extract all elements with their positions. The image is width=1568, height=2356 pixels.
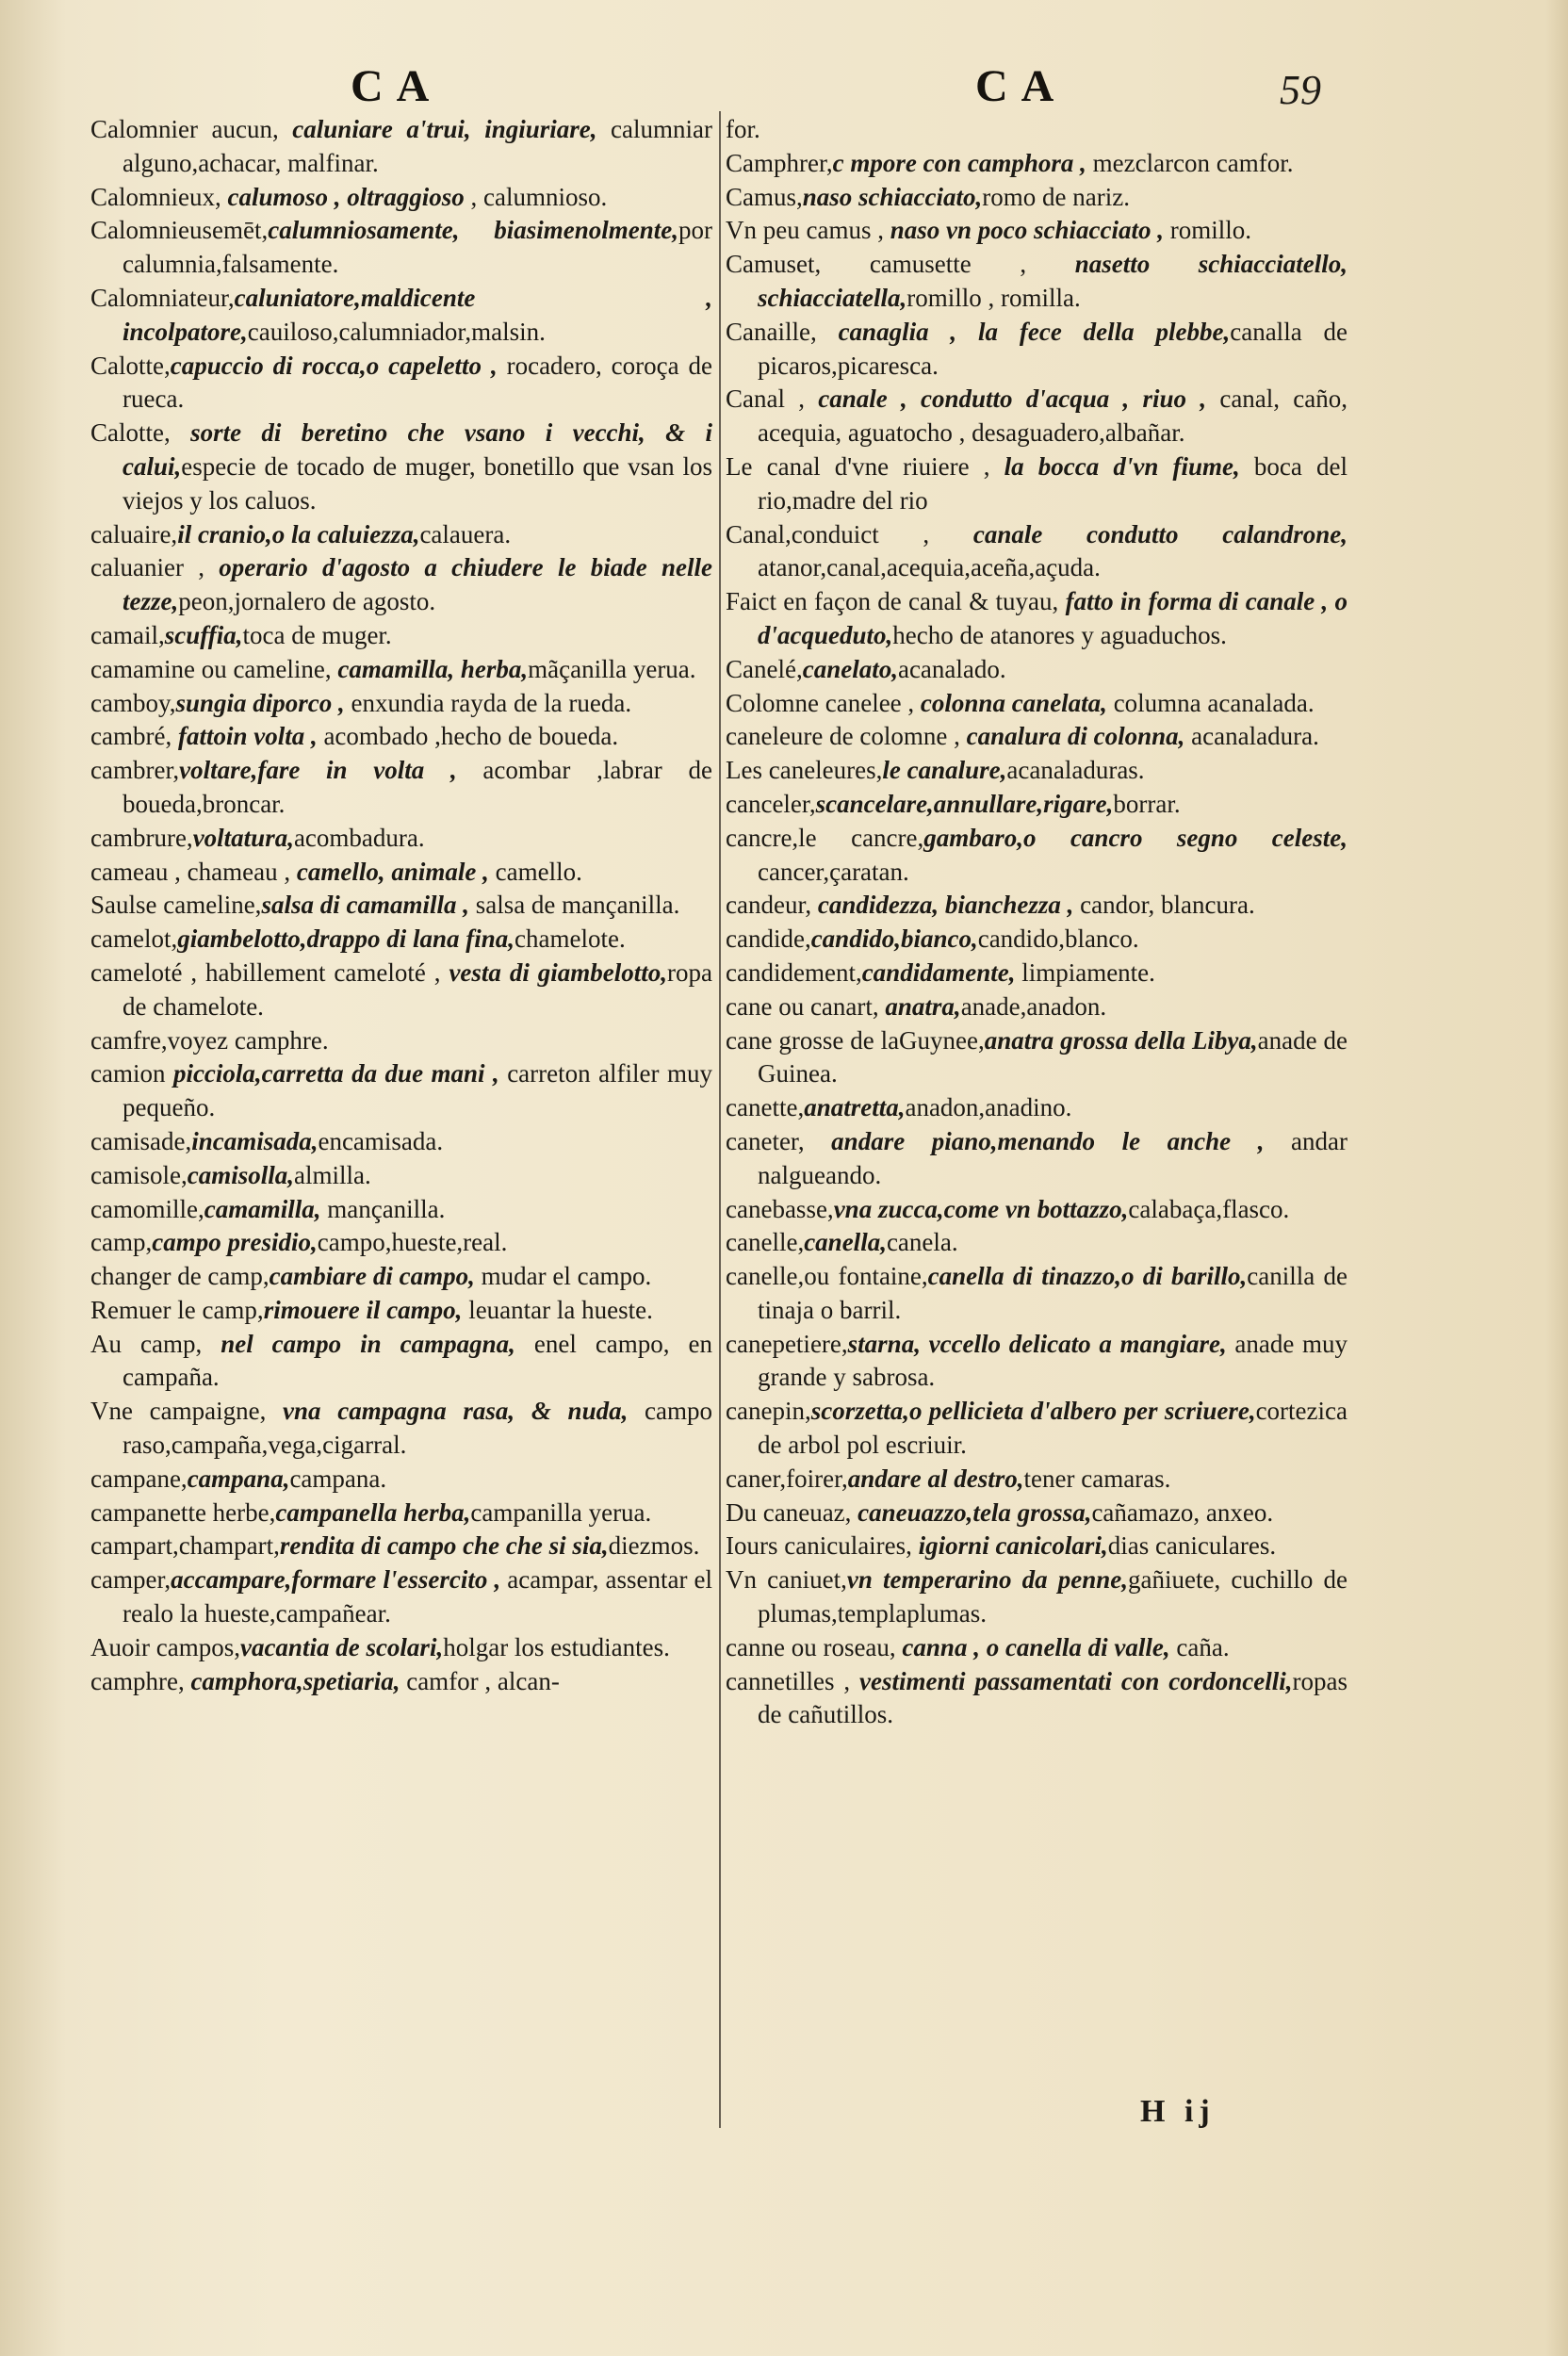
spanish-gloss: acombar ,labrar de boueda,broncar. xyxy=(122,756,712,818)
dictionary-entry xyxy=(726,1091,1348,1125)
running-head-right: CA xyxy=(975,61,1068,111)
dictionary-entry xyxy=(726,450,1348,518)
spanish-gloss: campo raso,campaña,vega,cigarral. xyxy=(122,1397,712,1460)
french-headword: Vne campaigne, xyxy=(90,1397,284,1426)
dictionary-entry xyxy=(90,518,712,552)
french-headword: Au camp, xyxy=(90,1329,221,1358)
spanish-gloss: ropa de chamelote. xyxy=(122,957,712,1021)
dictionary-entry xyxy=(726,113,1348,147)
italian-gloss: vna zucca,come vn bottazzo, xyxy=(833,1194,1129,1223)
spanish-gloss: calauera. xyxy=(419,519,512,548)
dictionary-entry xyxy=(90,687,712,721)
italian-gloss: canale , condutto d'acqua , riuo , xyxy=(818,384,1207,414)
italian-gloss: c mpore con camphora , xyxy=(832,148,1086,177)
spanish-gloss: anade,anadon. xyxy=(960,991,1107,1021)
spanish-gloss: caña. xyxy=(1169,1632,1230,1661)
french-headword: canelle, xyxy=(726,1228,805,1257)
dictionary-entry xyxy=(726,1260,1348,1328)
french-headword: changer de camp, xyxy=(90,1262,270,1291)
dictionary-entry xyxy=(726,181,1348,215)
spanish-gloss: calabaça,flasco. xyxy=(1128,1194,1290,1223)
italian-gloss: sungia diporco , xyxy=(175,688,345,717)
french-headword: Calotte, xyxy=(90,351,171,380)
french-headword: camp, xyxy=(90,1228,153,1257)
italian-gloss: camphora,spetiaria, xyxy=(190,1666,400,1695)
italian-gloss: capuccio di rocca,o capeletto , xyxy=(170,351,498,380)
dictionary-entry xyxy=(90,214,712,282)
dictionary-entry xyxy=(726,923,1348,957)
spanish-gloss: mudar el campo. xyxy=(474,1262,652,1291)
dictionary-entry xyxy=(726,1328,1348,1396)
running-head-left: CA xyxy=(351,61,443,111)
dictionary-entry xyxy=(90,619,712,653)
french-headword: camfre,voyez camphre. xyxy=(90,1025,329,1055)
italian-gloss: naso vn poco schiacciato , xyxy=(890,216,1164,245)
italian-gloss: operario d'agosto a chiudere le biade nelle tezze, xyxy=(122,553,712,616)
spanish-gloss: acanaladura. xyxy=(1184,722,1319,751)
french-headword: Canelé, xyxy=(726,654,803,683)
dictionary-entry xyxy=(726,1395,1348,1463)
french-headword: Calomnieusemēt, xyxy=(90,216,269,245)
spanish-gloss: romo de nariz. xyxy=(982,182,1130,211)
dictionary-entry xyxy=(726,1530,1348,1563)
spanish-gloss: peon,jornalero de agosto. xyxy=(178,587,436,616)
dictionary-entry xyxy=(90,1463,712,1497)
spanish-gloss: campanilla yerua. xyxy=(470,1497,652,1527)
dictionary-entry xyxy=(726,889,1348,923)
spanish-gloss: rocadero, coroça de rueca. xyxy=(122,351,712,414)
spanish-gloss: leuantar la hueste. xyxy=(462,1295,653,1324)
dictionary-entry xyxy=(726,214,1348,248)
french-headword: camelot, xyxy=(90,924,178,954)
dictionary-entry xyxy=(90,181,712,215)
french-headword: camphre, xyxy=(90,1666,191,1695)
french-headword: Remuer le camp, xyxy=(90,1295,264,1324)
italian-gloss: scuffia, xyxy=(164,620,243,649)
french-headword: cancre,le cancre, xyxy=(726,823,924,852)
dictionary-entry xyxy=(90,1294,712,1328)
right-column xyxy=(726,113,1348,1732)
spanish-gloss: columna acanalada. xyxy=(1106,688,1315,717)
spanish-gloss: hecho de atanores y aguaduchos. xyxy=(892,620,1227,649)
spanish-gloss: enel campo, en campaña. xyxy=(122,1329,712,1392)
spanish-gloss: acombado ,hecho de boueda. xyxy=(317,722,619,751)
dictionary-entry xyxy=(726,1631,1348,1665)
italian-gloss: vna campagna rasa, & nuda, xyxy=(283,1397,629,1426)
french-headword: cambrer, xyxy=(90,756,180,785)
spanish-gloss: cortezica de arbol pol escriuir. xyxy=(758,1397,1348,1460)
french-headword: caneleure de colomne , xyxy=(726,722,967,751)
french-headword: Calotte, xyxy=(90,418,191,448)
italian-gloss: incamisada, xyxy=(191,1126,318,1155)
french-headword: Colomne canelee , xyxy=(726,688,921,717)
italian-gloss: picciola,carretta da due mani , xyxy=(172,1059,499,1088)
french-headword: camisole, xyxy=(90,1160,188,1189)
french-headword: caneter, xyxy=(726,1126,832,1155)
french-headword: canelle,ou fontaine, xyxy=(726,1262,928,1291)
french-headword: canebasse, xyxy=(726,1194,834,1223)
spanish-gloss: borrar. xyxy=(1113,789,1181,818)
italian-gloss: candidezza, bianchezza , xyxy=(817,891,1074,920)
french-headword: Saulse cameline, xyxy=(90,891,262,920)
french-headword: candide, xyxy=(726,924,811,954)
italian-gloss: vn temperarino da penne, xyxy=(846,1565,1129,1595)
italian-gloss: camisolla, xyxy=(187,1160,294,1189)
french-headword: Auoir campos, xyxy=(90,1632,240,1661)
french-headword: canette, xyxy=(726,1093,805,1122)
french-headword: cannetilles , xyxy=(726,1666,860,1695)
french-headword: cambré, xyxy=(90,722,178,751)
italian-gloss: fattoin volta , xyxy=(177,722,318,751)
french-headword: Canal , xyxy=(726,384,819,414)
italian-gloss: anatretta, xyxy=(804,1093,906,1122)
spanish-gloss: diezmos. xyxy=(608,1531,700,1561)
dictionary-entry xyxy=(90,1159,712,1193)
italian-gloss: caluniatore,maldicente , incolpatore, xyxy=(122,283,712,346)
italian-gloss: sorte di beretino che vsano i vecchi, & i calui, xyxy=(122,418,712,481)
spanish-gloss: canilla de tinaja o barril. xyxy=(758,1262,1348,1324)
dictionary-entry xyxy=(90,1395,712,1463)
italian-gloss: salsa di camamilla , xyxy=(261,891,469,920)
spanish-gloss: holgar los estudiantes. xyxy=(443,1632,670,1661)
italian-gloss: voltatura, xyxy=(192,823,294,852)
italian-gloss: camello, animale , xyxy=(296,857,489,886)
spanish-gloss: limpiamente. xyxy=(1015,957,1155,987)
italian-gloss: colonna canelata, xyxy=(920,688,1107,717)
spanish-gloss: , calumnioso. xyxy=(464,182,608,211)
dictionary-entry xyxy=(90,1193,712,1227)
italian-gloss: nel campo in campagna, xyxy=(220,1329,515,1358)
dictionary-entry xyxy=(90,822,712,856)
spanish-gloss: candido,blanco. xyxy=(977,924,1139,954)
dictionary-entry xyxy=(90,350,712,417)
italian-gloss: canella di tinazzo,o di barillo, xyxy=(927,1262,1248,1291)
spanish-gloss: campo,hueste,real. xyxy=(317,1228,508,1257)
french-headword: Calomnier aucun, xyxy=(90,115,293,143)
french-headword: caner,foirer, xyxy=(726,1464,848,1493)
spanish-gloss: mançanilla. xyxy=(320,1194,446,1223)
italian-gloss: andare al destro, xyxy=(847,1464,1024,1493)
dictionary-entry xyxy=(726,653,1348,687)
dictionary-entry xyxy=(726,1226,1348,1260)
french-headword: camboy, xyxy=(90,688,176,717)
spanish-gloss: especie de tocado de muger, bonetillo que vsan los viejos y los caluos. xyxy=(122,451,712,515)
french-headword: caluaire, xyxy=(90,519,178,548)
spanish-gloss: canal, caño, acequia, aguatocho , desaguadero,albañar. xyxy=(758,384,1348,448)
italian-gloss: canella, xyxy=(804,1228,887,1257)
italian-gloss: vestimenti passamentati con cordoncelli, xyxy=(859,1666,1293,1695)
french-headword: Iours caniculaires, xyxy=(726,1531,919,1561)
french-headword: Calomniateur, xyxy=(90,283,235,312)
french-headword: candeur, xyxy=(726,891,818,920)
italian-gloss: giambelotto,drappo di lana fina, xyxy=(177,924,514,954)
spanish-gloss: toca de muger. xyxy=(242,620,392,649)
italian-gloss: caluniare a'trui, ingiuriare, xyxy=(292,115,597,143)
french-headword: camomille, xyxy=(90,1194,204,1223)
dictionary-entry xyxy=(726,383,1348,450)
spanish-gloss: encamisada. xyxy=(318,1126,444,1155)
italian-gloss: le canalure, xyxy=(882,756,1007,785)
spanish-gloss: mãçanilla yerua. xyxy=(528,654,696,683)
french-headword: cane grosse de laGuynee, xyxy=(726,1025,985,1055)
italian-gloss: starna, vccello delicato a mangiare, xyxy=(847,1329,1227,1358)
spanish-gloss: canela. xyxy=(886,1228,958,1257)
italian-gloss: camamilla, xyxy=(204,1194,321,1223)
spanish-gloss: camello. xyxy=(488,857,582,886)
spanish-gloss: boca del rio,madre del rio xyxy=(758,451,1348,515)
french-headword: Le canal d'vne riuiere , xyxy=(726,451,1004,481)
dictionary-entry xyxy=(90,1631,712,1665)
spanish-gloss: acampar, assentar el realo la hueste,campañear. xyxy=(122,1565,712,1628)
italian-gloss: scorzetta,o pellicieta d'albero per scriuere, xyxy=(810,1397,1256,1426)
french-headword: camail, xyxy=(90,620,165,649)
italian-gloss: rendita di campo che che si sia, xyxy=(279,1531,609,1561)
spanish-gloss: gañiuete, cuchillo de plumas,templaplumas. xyxy=(758,1565,1348,1628)
french-headword: camion xyxy=(90,1059,173,1088)
spanish-gloss: chamelote. xyxy=(514,924,626,954)
french-headword: Du caneuaz, xyxy=(726,1497,858,1527)
french-headword: canceler, xyxy=(726,789,816,818)
dictionary-entry xyxy=(726,1665,1348,1733)
dictionary-entry xyxy=(90,923,712,957)
french-headword: Faict en façon de canal & tuyau, xyxy=(726,587,1066,616)
spanish-gloss: campana. xyxy=(289,1464,387,1493)
italian-gloss: voltare,fare in volta , xyxy=(179,756,457,785)
french-headword: cane ou canart, xyxy=(726,991,886,1021)
spanish-gloss: cancer,çaratan. xyxy=(758,857,909,886)
italian-gloss: cambiare di campo, xyxy=(269,1262,475,1291)
spanish-gloss: romillo. xyxy=(1163,216,1251,245)
french-headword: Les caneleures, xyxy=(726,756,883,785)
dictionary-entry xyxy=(726,720,1348,754)
spanish-gloss: acombadura. xyxy=(293,823,425,852)
italian-gloss: calumniosamente, biasimenolmente, xyxy=(268,216,678,245)
french-headword: canne ou roseau, xyxy=(726,1632,903,1661)
dictionary-entry xyxy=(90,1563,712,1631)
italian-gloss: accampare,formare l'essercito , xyxy=(171,1565,501,1595)
italian-gloss: campanella herba, xyxy=(275,1497,471,1527)
italian-gloss: andare piano,menando le anche , xyxy=(831,1126,1265,1155)
dictionary-entry xyxy=(90,957,712,1024)
italian-gloss: anatra, xyxy=(885,991,961,1021)
dictionary-entry xyxy=(90,1328,712,1396)
dictionary-entry xyxy=(726,316,1348,384)
dictionary-entry xyxy=(726,990,1348,1024)
italian-gloss: naso schiacciato, xyxy=(802,182,983,211)
spanish-gloss: dias caniculares. xyxy=(1107,1531,1277,1561)
italian-gloss: vacantia de scolari, xyxy=(239,1632,444,1661)
french-headword: cameau , chameau , xyxy=(90,857,297,886)
spanish-gloss: acanaladuras. xyxy=(1006,756,1145,785)
dictionary-entry xyxy=(726,1497,1348,1530)
italian-gloss: gambaro,o cancro segno celeste, xyxy=(923,823,1348,852)
spanish-gloss: almilla. xyxy=(293,1160,371,1189)
spanish-gloss: anade muy grande y sabrosa. xyxy=(758,1329,1348,1392)
spanish-gloss: anadon,anadino. xyxy=(905,1093,1072,1122)
dictionary-entry xyxy=(726,518,1348,586)
italian-gloss: calumoso , oltraggioso xyxy=(227,182,465,211)
french-headword: caluanier , xyxy=(90,553,220,582)
spanish-gloss: mezclarcon camfor. xyxy=(1086,148,1294,177)
french-headword: campane, xyxy=(90,1464,188,1493)
italian-gloss: il cranio,o la caluiezza, xyxy=(177,519,420,548)
spanish-gloss: carreton alfiler muy pequeño. xyxy=(122,1059,712,1122)
italian-gloss: canelato, xyxy=(802,654,898,683)
french-headword: for. xyxy=(726,115,760,143)
spanish-gloss: canalla de picaros,picaresca. xyxy=(758,317,1348,380)
dictionary-entry xyxy=(90,1125,712,1159)
spanish-gloss: anade de Guinea. xyxy=(758,1025,1348,1088)
dictionary-entry xyxy=(726,687,1348,721)
spanish-gloss: camfor , alcan- xyxy=(400,1666,560,1695)
dictionary-entry xyxy=(726,585,1348,653)
french-headword: Camphrer, xyxy=(726,148,833,177)
spanish-gloss: enxundia rayda de la rueda. xyxy=(344,688,632,717)
french-headword: Canaille, xyxy=(726,317,839,346)
italian-gloss: campana, xyxy=(187,1464,290,1493)
dictionary-entry xyxy=(726,1463,1348,1497)
french-headword: Camuset, camusette , xyxy=(726,250,1075,279)
french-headword: Camus, xyxy=(726,182,803,211)
dictionary-entry xyxy=(90,1024,712,1058)
spanish-gloss: tener camaras. xyxy=(1023,1464,1171,1493)
dictionary-entry xyxy=(90,551,712,619)
italian-gloss: candidamente, xyxy=(861,957,1016,987)
spanish-gloss: atanor,canal,acequia,aceña,açuda. xyxy=(758,553,1101,582)
french-headword: canepin, xyxy=(726,1397,811,1426)
dictionary-entry xyxy=(90,1497,712,1530)
italian-gloss: igiorni canicolari, xyxy=(918,1531,1108,1561)
italian-gloss: anatra grossa della Libya, xyxy=(984,1025,1258,1055)
italian-gloss: scancelare,annullare,rigare, xyxy=(815,789,1114,818)
spanish-gloss: romillo , romilla. xyxy=(906,283,1081,312)
french-headword: canepetiere, xyxy=(726,1329,848,1358)
dictionary-entry xyxy=(90,1530,712,1563)
french-headword: camamine ou cameline, xyxy=(90,654,338,683)
spanish-gloss: acanalado. xyxy=(897,654,1006,683)
french-headword: campanette herbe, xyxy=(90,1497,276,1527)
french-headword: candidement, xyxy=(726,957,862,987)
spanish-gloss: cañamazo, anxeo. xyxy=(1091,1497,1274,1527)
spanish-gloss: por calumnia,falsamente. xyxy=(122,216,712,279)
dictionary-entry xyxy=(90,1665,712,1699)
spanish-gloss: cauiloso,calumniador,malsin. xyxy=(247,317,546,346)
dictionary-entry xyxy=(90,282,712,350)
dictionary-entry xyxy=(90,1226,712,1260)
italian-gloss: camamilla, herba, xyxy=(337,654,529,683)
dictionary-entry xyxy=(90,417,712,517)
dictionary-entry xyxy=(90,889,712,923)
column-divider xyxy=(719,111,721,2128)
french-headword: Vn peu camus , xyxy=(726,216,890,245)
italian-gloss: campo presidio, xyxy=(152,1228,318,1257)
italian-gloss: rimouere il campo, xyxy=(263,1295,463,1324)
signature-mark: H ij xyxy=(1140,2094,1216,2129)
italian-gloss: canale condutto calandrone, xyxy=(972,519,1348,548)
italian-gloss: vesta di giambelotto, xyxy=(449,957,667,987)
dictionary-entry xyxy=(726,754,1348,788)
dictionary-entry xyxy=(90,113,712,181)
italian-gloss: fatto in forma di canale , o d'acqueduto, xyxy=(758,587,1348,649)
italian-gloss: canna , o canella di valle, xyxy=(902,1632,1170,1661)
french-headword: cameloté , habillement cameloté , xyxy=(90,957,449,987)
italian-gloss: la bocca d'vn fiume, xyxy=(1004,451,1240,481)
dictionary-entry xyxy=(726,1125,1348,1193)
french-headword: camisade, xyxy=(90,1126,192,1155)
french-headword: camper, xyxy=(90,1565,172,1595)
italian-gloss: nasetto schiacciatello, schiacciatella, xyxy=(758,250,1348,312)
spanish-gloss: calumniar alguno,achacar, malfinar. xyxy=(122,115,712,177)
dictionary-entry xyxy=(90,653,712,687)
dictionary-entry xyxy=(726,248,1348,316)
spanish-gloss: candor, blancura. xyxy=(1073,891,1255,920)
italian-gloss: canaglia , la fece della plebbe, xyxy=(838,317,1231,346)
italian-gloss: canalura di colonna, xyxy=(966,722,1185,751)
dictionary-entry xyxy=(726,822,1348,890)
dictionary-entry xyxy=(90,1057,712,1125)
dictionary-entry xyxy=(726,1193,1348,1227)
spanish-gloss: salsa de mançanilla. xyxy=(468,891,680,920)
spanish-gloss: andar nalgueando. xyxy=(758,1126,1348,1189)
dictionary-entry xyxy=(726,147,1348,181)
dictionary-entry xyxy=(90,754,712,822)
dictionary-entry xyxy=(90,1260,712,1294)
page-number: 59 xyxy=(1280,67,1321,113)
french-headword: cambrure, xyxy=(90,823,193,852)
left-column xyxy=(90,113,712,1698)
dictionary-entry xyxy=(726,1024,1348,1092)
french-headword: Canal,conduict , xyxy=(726,519,973,548)
dictionary-entry xyxy=(726,788,1348,822)
spanish-gloss: ropas de cañutillos. xyxy=(758,1666,1348,1729)
dictionary-entry xyxy=(90,856,712,890)
italian-gloss: candido,bianco, xyxy=(810,924,978,954)
dictionary-entry xyxy=(726,1563,1348,1631)
french-headword: Calomnieux, xyxy=(90,182,228,211)
french-headword: Vn caniuet, xyxy=(726,1565,847,1595)
dictionary-entry xyxy=(726,957,1348,990)
french-headword: campart,champart, xyxy=(90,1531,280,1561)
dictionary-entry xyxy=(90,720,712,754)
italian-gloss: caneuazzo,tela grossa, xyxy=(858,1497,1092,1527)
